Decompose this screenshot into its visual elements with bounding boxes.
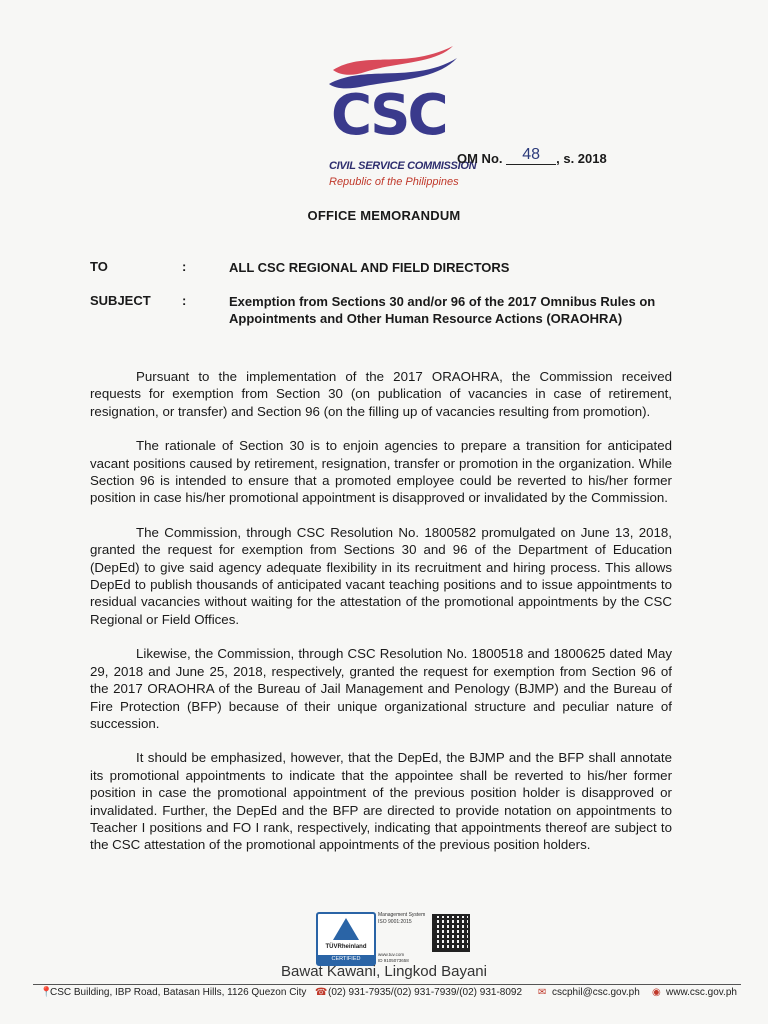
paragraph: The Commission, through CSC Resolution No. 1800582 promulgated on June 13, 2018, granted the request for exemption from Sections 30 and 96 of the Department of Education (DepEd) to give said agency adequate flexibility in its recruitment and hiring process. This allows DepEd to publish thousands of anticipated vacant teaching positions and to issue appointments to residual vacancies without waiting for the attestation of the promotional appointments by the CSC Regional or Field Offices. xyxy=(90,524,672,627)
qr-code-icon xyxy=(432,914,470,952)
tuv-triangle-icon xyxy=(333,918,359,940)
footer-address: CSC Building, IBP Road, Batasan Hills, 1126 Quezon City xyxy=(50,987,307,998)
om-number: 48 xyxy=(506,146,556,165)
globe-icon: ◉ xyxy=(652,987,661,998)
motto: Bawat Kawani, Lingkod Bayani xyxy=(281,963,487,980)
logo-republic: Republic of the Philippines xyxy=(329,176,459,188)
cert-id: ID 9105073658 xyxy=(378,957,409,963)
memo-body xyxy=(90,368,672,871)
location-pin-icon: 📍 xyxy=(40,987,53,998)
csc-logo xyxy=(325,40,477,188)
footer-divider xyxy=(33,984,741,985)
footer-email[interactable]: cscphil@csc.gov.ph xyxy=(552,987,640,998)
footer-phone: (02) 931-7935/(02) 931-7939/(02) 931-8092 xyxy=(328,987,523,998)
tuv-certified: CERTIFIED xyxy=(318,955,374,964)
phone-icon: ☎ xyxy=(315,987,328,998)
certification-badge xyxy=(316,912,471,964)
subject-value: Exemption from Sections 30 and/or 96 of the 2017 Omnibus Rules on Appointments and Other Human Resource Actions (ORAOHRA) xyxy=(229,294,656,326)
to-label: TO xyxy=(90,259,108,274)
paragraph: The rationale of Section 30 is to enjoin agencies to prepare a transition for anticipated vacant positions caused by retirement, resignation, transfer or promotion in the organization. While Section 96 is intended to ensure that a promoted employee could be reverted to his/her former position in case his/her promotional appointment is disapproved or invalidated by the Commission. xyxy=(90,438,672,506)
om-number-line xyxy=(457,146,607,169)
om-prefix: OM No. xyxy=(457,151,503,166)
email-icon: ✉ xyxy=(538,987,547,998)
to-value: ALL CSC REGIONAL AND FIELD DIRECTORS xyxy=(229,260,510,275)
paragraph: Pursuant to the implementation of the 2017 ORAOHRA, the Commission received requests for exemption from Section 30 (on publication of vacancies in case of retirement, resignation, or transfer) and Section 96 (on the filling up of vacancies resulting from promotion). xyxy=(90,369,672,419)
cert-ids xyxy=(378,952,409,963)
subject-label: SUBJECT xyxy=(90,293,151,308)
page-title: OFFICE MEMORANDUM xyxy=(307,208,461,223)
logo-letters: CSC xyxy=(331,83,446,148)
tuv-logo xyxy=(316,912,376,966)
tuv-label: TÜVRheinland xyxy=(325,944,367,950)
subject-colon: : xyxy=(182,293,187,308)
cert-url: www.tuv.com xyxy=(378,952,405,957)
logo-agency-name: CIVIL SERVICE COMMISSION xyxy=(329,160,477,172)
om-suffix: , s. 2018 xyxy=(556,151,607,166)
paragraph: It should be emphasized, however, that the DepEd, the BJMP and the BFP shall annotate its promotional appointments to indicate that the appointee shall be reverted to his/her former position in case the promotional appointment of the previous position holder is disapproved or invalidated. Further, the DepEd and the BFP are directed to provide notation on appointments to Teacher I positions and FO I rank, respectively, indicating that appointments thereof are subject to the CSC attestation of the promotional appointments of the previous position holders. xyxy=(90,750,672,853)
to-colon: : xyxy=(182,259,187,274)
iso-text: Management System ISO 9001:2015 xyxy=(378,912,426,925)
footer-web[interactable]: www.csc.gov.ph xyxy=(666,987,737,998)
paragraph: Likewise, the Commission, through CSC Resolution No. 1800518 and 1800625 dated May 29, 2018 and June 25, 2018, respectively, granted the request for exemption from Section 96 of the 2017 ORAOHRA of the Bureau of Jail Management and Penology (BJMP) and the Bureau of Fire Protection (BFP) because of their unique organizational structure and peculiar nature of succession. xyxy=(90,646,672,731)
